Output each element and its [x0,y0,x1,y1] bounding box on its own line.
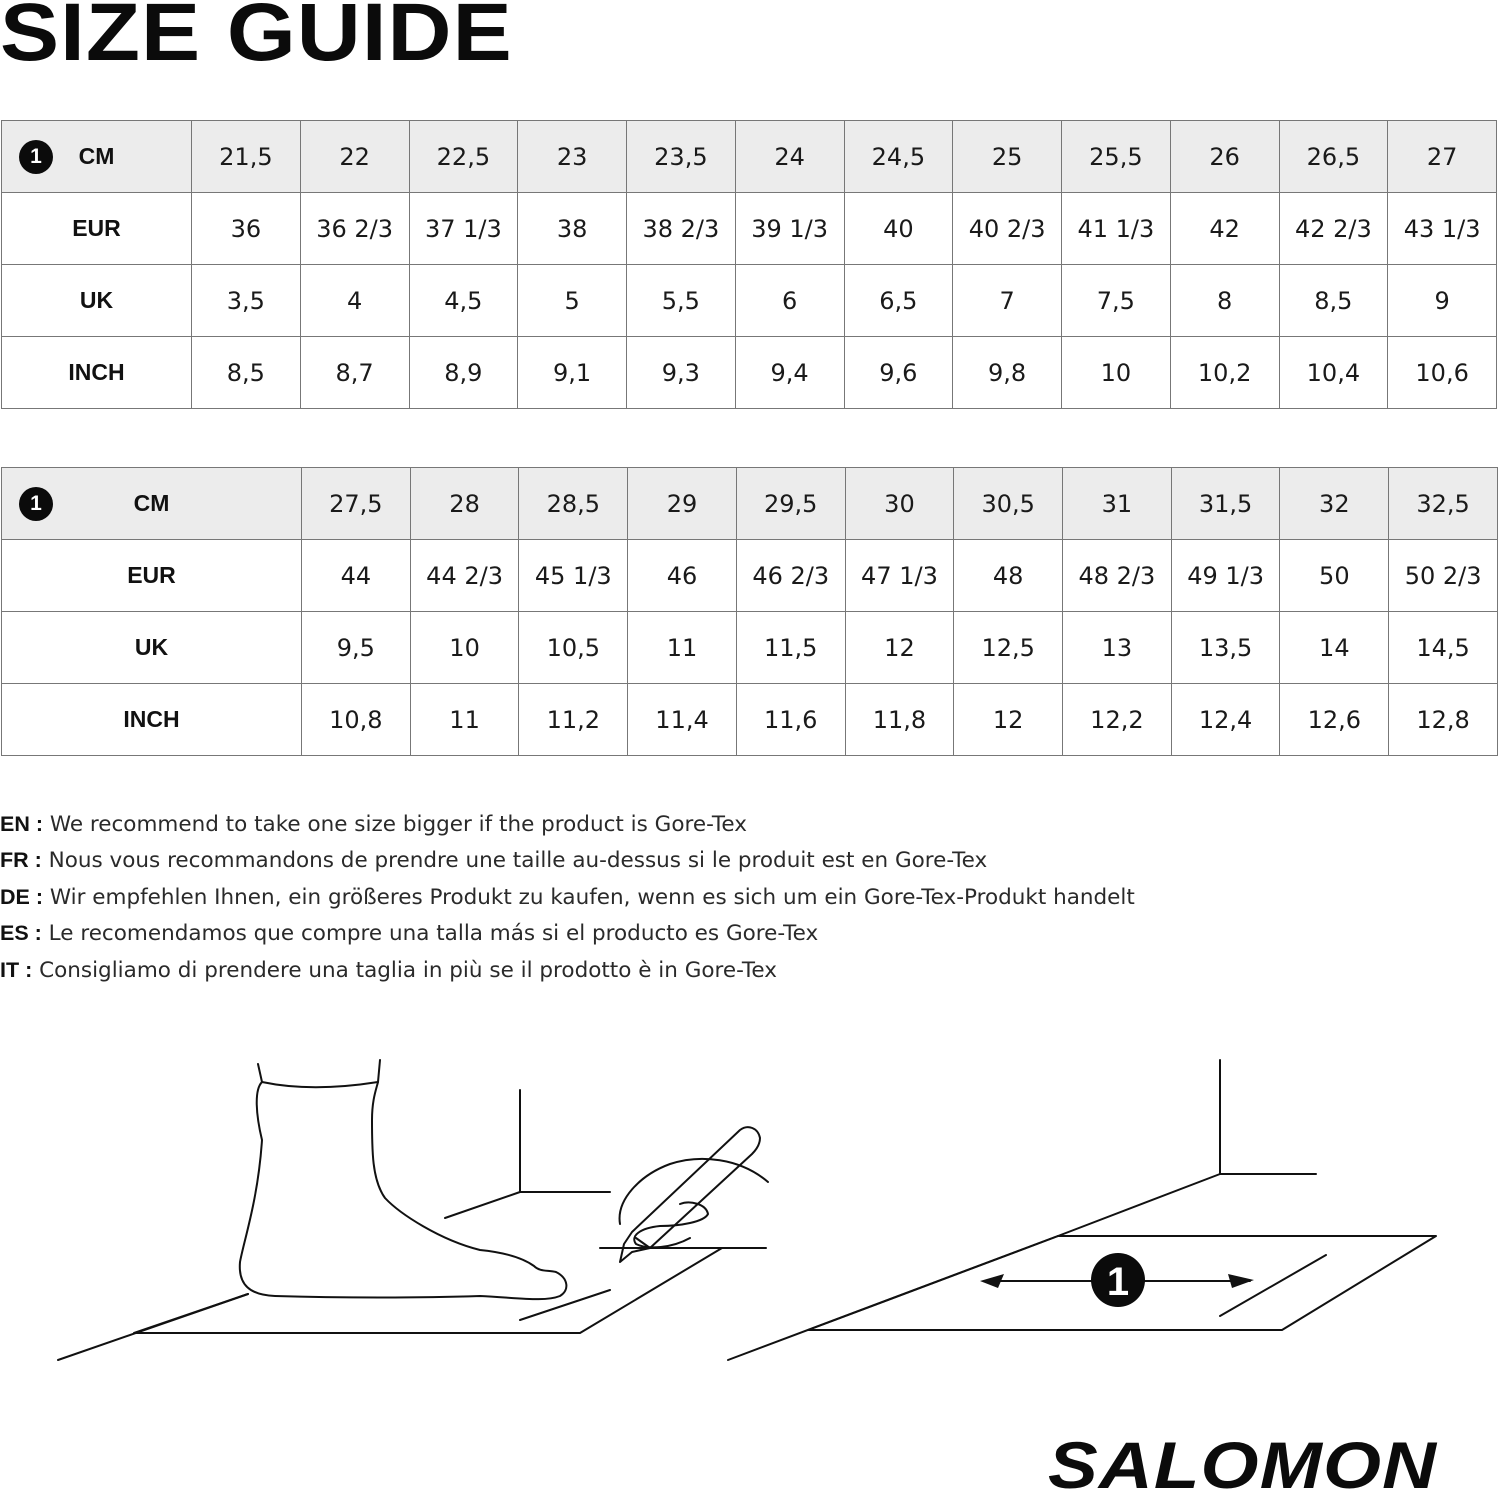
size-cell: 13 [1063,612,1172,684]
note-es [0,917,1135,953]
size-cell: 8,5 [192,337,301,409]
size-cell: 12,4 [1171,684,1280,756]
size-cell: 29 [628,468,737,540]
note-de [0,881,1135,917]
size-cell: 28 [410,468,519,540]
size-row-eur [2,193,1497,265]
size-cell: 12,5 [954,612,1063,684]
row-label [2,265,192,337]
note-text: Nous vous recommandons de prendre une taille au-dessus si le produit est en Gore-Tex [41,848,988,874]
row-label-text: EUR [72,215,121,241]
size-cell: 12,8 [1389,684,1498,756]
page-title: SIZE GUIDE [0,0,513,78]
size-cell: 27 [1388,121,1497,193]
size-cell: 11 [410,684,519,756]
size-cell: 49 1/3 [1171,540,1280,612]
size-cell: 31,5 [1171,468,1280,540]
arrow-left-icon [980,1274,1004,1288]
size-cell: 30,5 [954,468,1063,540]
size-cell: 8,7 [300,337,409,409]
size-cell: 12 [845,612,954,684]
gore-tex-notes [0,808,1135,990]
size-cell: 45 1/3 [519,540,628,612]
size-cell: 26,5 [1279,121,1388,193]
size-cell: 11,2 [519,684,628,756]
note-lang: FR : [0,848,42,873]
size-cell: 38 [518,193,627,265]
svg-text:1: 1 [1106,1260,1130,1304]
size-cell: 37 1/3 [409,193,518,265]
size-row-cm [2,121,1497,193]
size-cell: 11,4 [628,684,737,756]
note-text: Consigliamo di prendere una taglia in più se il prodotto è in Gore-Tex [32,957,777,983]
size-cell: 10,4 [1279,337,1388,409]
size-cell: 32,5 [1389,468,1498,540]
size-cell: 41 1/3 [1062,193,1171,265]
size-cell: 6 [735,265,844,337]
size-cell: 22,5 [409,121,518,193]
size-cell: 9,3 [627,337,736,409]
size-cell: 28,5 [519,468,628,540]
note-it [0,954,1135,990]
note-lang: DE : [0,884,43,909]
size-cell: 3,5 [192,265,301,337]
size-cell: 8,5 [1279,265,1388,337]
size-cell: 27,5 [302,468,411,540]
size-cell: 12,2 [1063,684,1172,756]
note-lang: ES : [0,921,42,946]
arrow-right-icon [1228,1274,1254,1288]
row-label [2,540,302,612]
size-cell: 46 [628,540,737,612]
size-cell: 10,8 [302,684,411,756]
note-en [0,808,1135,844]
size-cell: 7 [953,265,1062,337]
note-fr [0,844,1135,880]
size-cell: 9,6 [844,337,953,409]
size-cell: 10,5 [519,612,628,684]
measure-badge [1091,1253,1145,1307]
measuring-illustration [0,1040,1500,1380]
note-lang: IT : [0,957,33,982]
size-cell: 21,5 [192,121,301,193]
size-cell: 10,6 [1388,337,1497,409]
size-cell: 8,9 [409,337,518,409]
row-label-text: UK [134,634,169,660]
size-cell: 26 [1170,121,1279,193]
size-cell: 25,5 [1062,121,1171,193]
size-cell: 23 [518,121,627,193]
foot-icon [240,1060,567,1299]
row-label-text: CM [133,490,170,516]
size-cell: 31 [1063,468,1172,540]
size-cell: 14,5 [1389,612,1498,684]
row-label [2,684,302,756]
size-row-cm [2,468,1498,540]
size-cell: 23,5 [627,121,736,193]
size-row-uk [2,612,1498,684]
size-cell: 9,4 [735,337,844,409]
row-label-text: UK [79,287,114,313]
size-cell: 8 [1170,265,1279,337]
step-badge-icon: 1 [19,140,53,174]
sock-cuff [262,1082,378,1087]
size-cell: 22 [300,121,409,193]
size-cell: 44 [302,540,411,612]
size-cell: 42 2/3 [1279,193,1388,265]
row-label [2,612,302,684]
wall-corner-right [1058,1060,1316,1236]
size-cell: 25 [953,121,1062,193]
size-cell: 42 [1170,193,1279,265]
hand-icon [620,1159,768,1247]
size-cell: 11 [628,612,737,684]
row-label [2,468,302,540]
size-cell: 50 [1280,540,1389,612]
note-text: We recommend to take one size bigger if the product is Gore-Tex [43,812,747,837]
size-cell: 39 1/3 [735,193,844,265]
row-label [2,193,192,265]
size-cell: 48 [954,540,1063,612]
size-row-eur [2,540,1498,612]
note-text: Wir empfehlen Ihnen, ein größeres Produkt zu kaufen, wenn es sich um ein Gore-Tex-Produkt handelt [43,884,1135,910]
size-cell: 12 [954,684,1063,756]
size-table-small [1,120,1497,409]
row-label-text: CM [78,143,115,169]
size-cell: 50 2/3 [1389,540,1498,612]
size-cell: 9,5 [302,612,411,684]
wall-corner-left [445,1090,610,1218]
row-label [2,121,192,193]
size-cell: 47 1/3 [845,540,954,612]
size-row-inch [2,684,1498,756]
size-cell: 13,5 [1171,612,1280,684]
size-cell: 6,5 [844,265,953,337]
size-cell: 14 [1280,612,1389,684]
size-cell: 24,5 [844,121,953,193]
size-cell: 40 [844,193,953,265]
row-label-text: INCH [68,359,125,385]
size-cell: 43 1/3 [1388,193,1497,265]
row-label-text: EUR [127,562,176,588]
size-cell: 46 2/3 [736,540,845,612]
size-row-uk [2,265,1497,337]
row-label-text: INCH [123,706,180,732]
size-cell: 44 2/3 [410,540,519,612]
size-cell: 10 [410,612,519,684]
size-cell: 29,5 [736,468,845,540]
size-cell: 10 [1062,337,1171,409]
salomon-logo: SALOMON [1048,1428,1438,1502]
size-cell: 11,8 [845,684,954,756]
size-cell: 7,5 [1062,265,1171,337]
size-cell: 5 [518,265,627,337]
size-cell: 40 2/3 [953,193,1062,265]
size-cell: 12,6 [1280,684,1389,756]
size-cell: 36 2/3 [300,193,409,265]
size-row-inch [2,337,1497,409]
note-lang: EN : [0,812,43,836]
size-cell: 24 [735,121,844,193]
size-cell: 9,8 [953,337,1062,409]
row-label [2,337,192,409]
size-cell: 32 [1280,468,1389,540]
size-cell: 36 [192,193,301,265]
step-badge-icon: 1 [19,487,53,521]
size-cell: 11,5 [736,612,845,684]
size-cell: 38 2/3 [627,193,736,265]
size-cell: 30 [845,468,954,540]
size-cell: 48 2/3 [1063,540,1172,612]
size-cell: 4 [300,265,409,337]
size-cell: 9 [1388,265,1497,337]
size-cell: 10,2 [1170,337,1279,409]
pencil-icon [620,1127,760,1262]
size-cell: 4,5 [409,265,518,337]
size-table-large [1,467,1498,756]
size-cell: 11,6 [736,684,845,756]
paper-sheet-left [134,1248,722,1333]
size-cell: 5,5 [627,265,736,337]
note-text: Le recomendamos que compre una talla más si el producto es Gore-Tex [41,921,819,947]
size-cell: 9,1 [518,337,627,409]
